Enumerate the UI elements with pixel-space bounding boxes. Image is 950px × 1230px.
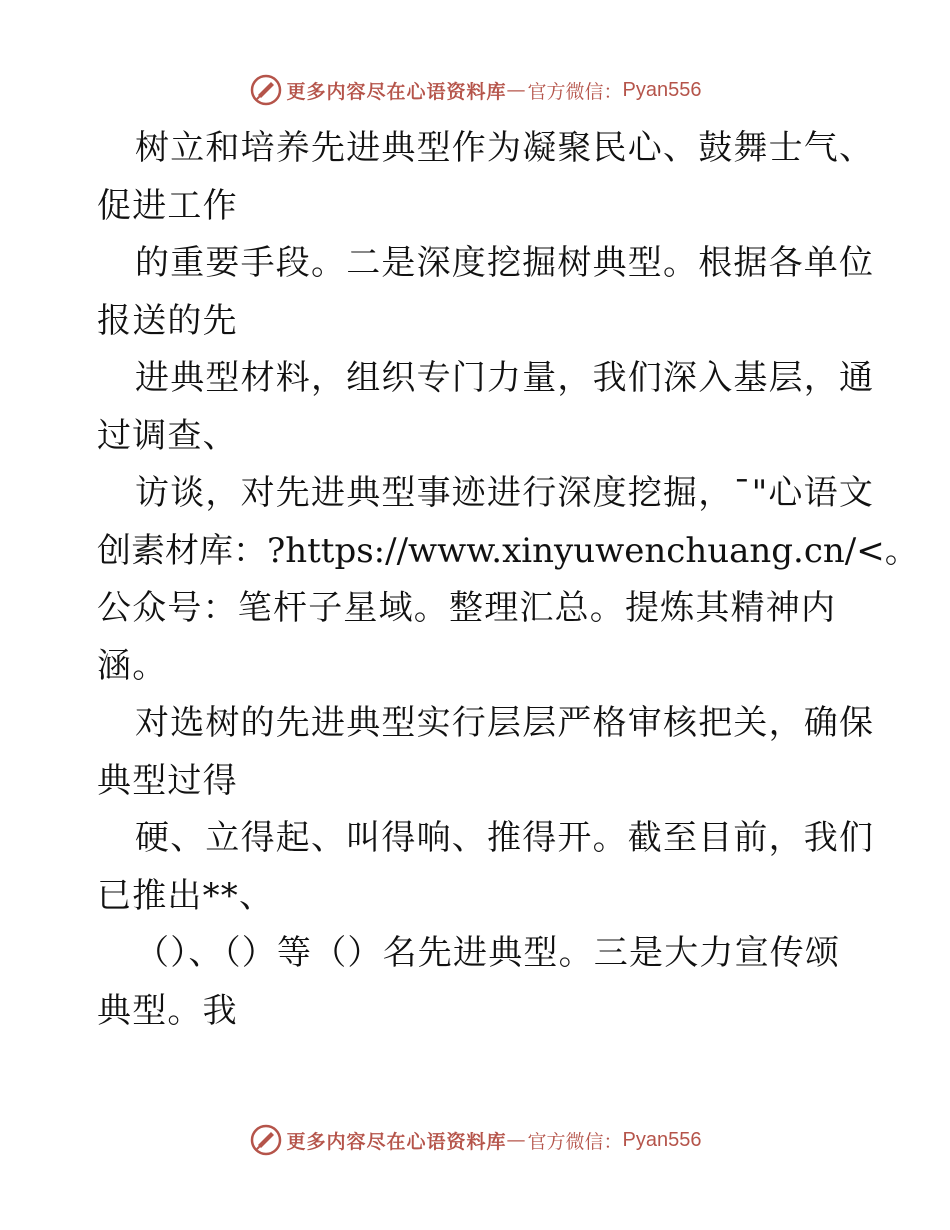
body-line: 典型过得 [97,760,238,801]
body-line: 访谈，对先进典型事迹进行深度挖掘，¯"心语文 [135,473,875,513]
body-line: （）、（）等（）名先进典型。三是大力宣传颂 [135,933,841,973]
header-title: 更多内容尽在心语资料库 [286,80,507,103]
body-line: 对选树的先进典型实行层层严格审核把关，确保 [135,703,875,743]
header-dash: — [506,79,526,101]
body-line: 硬、立得起、叫得响、推得开。截至目前，我们 [135,818,875,858]
footer-title: 更多内容尽在心语资料库 [286,1130,507,1153]
body-line: 公众号：笔杆子星域。整理汇总。提炼其精神内 [97,588,837,628]
footer-dash: — [506,1129,526,1151]
body-line: 进典型材料，组织专门力量，我们深入基层，通 [135,358,875,398]
book-pen-logo-icon [249,73,283,107]
body-line: 过调查、 [97,415,238,456]
footer-wechat-id: Pyan556 [622,1128,702,1151]
body-line: 促进工作 [97,185,238,226]
body-line: 树立和培养先进典型作为凝聚民心、鼓舞士气、 [135,128,875,168]
body-line: 典型。我 [97,990,238,1031]
header-wechat-id: Pyan556 [622,78,702,101]
body-line: 报送的先 [97,300,238,341]
body-line: 的重要手段。二是深度挖掘树典型。根据各单位 [135,243,875,283]
body-line: 涵。 [97,645,168,686]
footer-wechat-label: 官方微信： [527,1130,623,1153]
header-banner [0,70,950,110]
book-pen-logo-icon [249,1123,283,1157]
header-wechat-label: 官方微信： [527,80,623,103]
footer-banner [0,1120,950,1160]
document-body [97,120,919,1040]
body-line: 已推出**、 [97,875,275,916]
body-line: 创素材库：?https://www.xinyuwenchuang.cn/<。 [97,530,919,571]
